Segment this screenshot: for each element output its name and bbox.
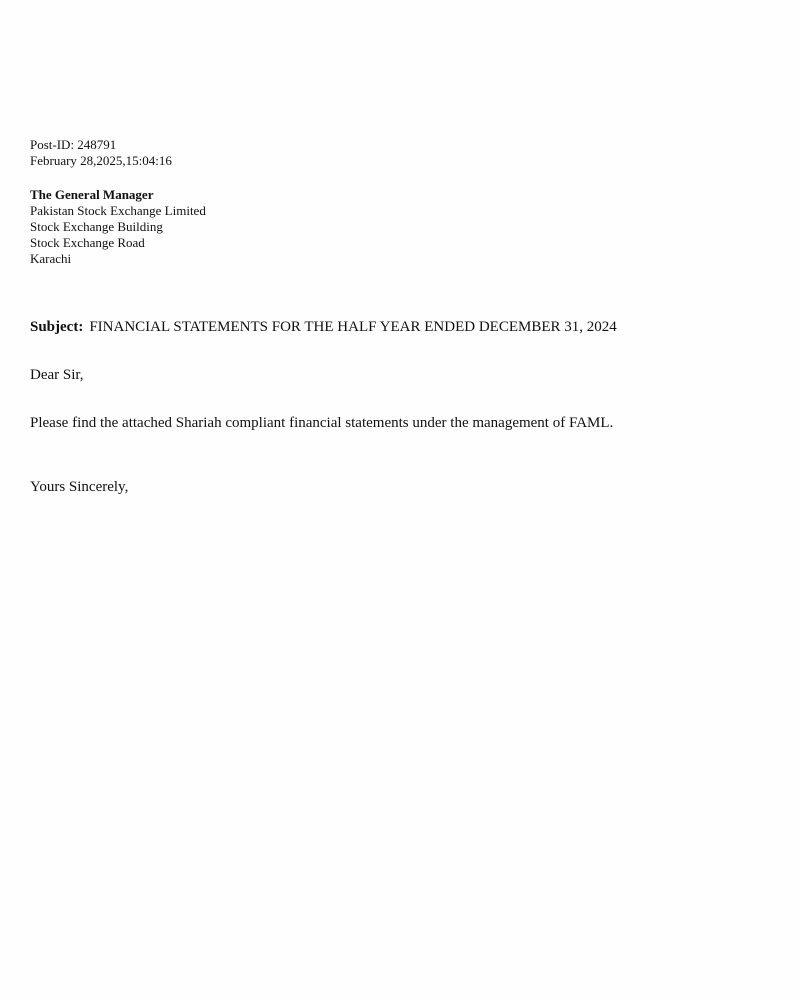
salutation: Dear Sir,	[30, 367, 84, 383]
closing: Yours Sincerely,	[30, 479, 129, 495]
subject-text: FINANCIAL STATEMENTS FOR THE HALF YEAR ENDED DECEMBER 31, 2024	[89, 319, 617, 335]
post-id: Post-ID: 248791	[30, 137, 117, 152]
addressee-line: Pakistan Stock Exchange Limited	[30, 203, 206, 218]
subject-line	[30, 318, 617, 336]
addressee-line: Stock Exchange Road	[30, 235, 145, 250]
addressee-line: Stock Exchange Building	[30, 219, 163, 234]
post-datetime: February 28,2025,15:04:16	[30, 153, 172, 168]
addressee-block	[30, 187, 206, 267]
addressee-line: Karachi	[30, 251, 72, 266]
letter-meta	[30, 137, 172, 169]
addressee-name: The General Manager	[30, 187, 154, 202]
letter-body: Please find the attached Shariah compliant financial statements under the management of FAML.	[30, 415, 614, 431]
subject-label: Subject:	[30, 319, 84, 335]
